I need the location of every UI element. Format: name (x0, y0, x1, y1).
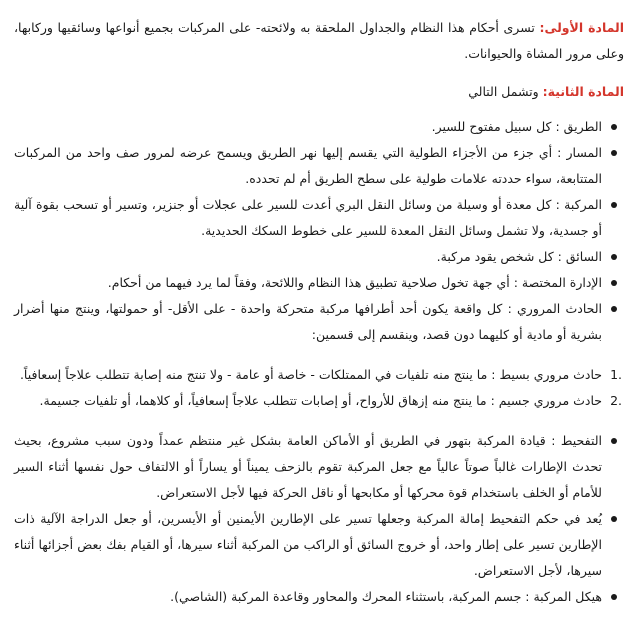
definition-drifting-equivalent: يُعد في حكم التفحيط إمالة المركبة وجعلها تسير على الإطارين الأيمنين أو الأيسرين، أو جعل الدراجة الآلية ذات الإطارين تسير على إطار واحد، أو خروج السائق أو الراكب من المركبة أثناء سيرها، أو القيام بفك بعض أجزائها أثناء سيرها، لأجل الاستعراض. (14, 506, 602, 584)
article-1-title: المادة الأولى: (539, 20, 624, 35)
definitions-list (14, 114, 624, 348)
article-1-body: تسرى أحكام هذا النظام والجداول الملحقة به ولائحته- على المركبات بجميع أنواعها وسائقيها وركابها، وعلى مرور المشاة والحيوانات. (14, 20, 624, 61)
list-number: 1. (610, 367, 622, 382)
definition-traffic-accident: الحادث المروري : كل واقعة يكون أحد أطرافها مركبة متحركة واحدة - على الأقل- أو حمولتها، وينتج منها أضرار بشرية أو مادية أو كليهما دون قصد، وينقسم إلى قسمين: (14, 296, 602, 348)
article-2 (14, 79, 624, 105)
definition-vehicle: المركبة : كل معدة أو وسيلة من وسائل النقل البري أعدت للسير على عجلات أو جنزير، وتسير أو تسحب بقوة آلية أو جسدية، ولا تشمل وسائل النقل المعدة للسير على خطوط السكك الحديدية. (14, 192, 602, 244)
accident-types-list (14, 362, 624, 414)
article-2-body: وتشمل التالي (468, 84, 539, 99)
accident-type-text: حادث مروري جسيم : ما ينتج منه إزهاق للأرواح، أو إصابات تتطلب علاجاً إسعافياً، أو كلاهما، أو تلفيات جسيمة. (39, 393, 602, 408)
definition-lane: المسار : أي جزء من الأجزاء الطولية التي يقسم إليها نهر الطريق ويسمح عرضه لمرور صف واحد من المركبات المتتابعة، سواء حددته علامات طولية على سطح الطريق أم لم تحدده. (14, 140, 602, 192)
definition-competent-authority: الإدارة المختصة : أي جهة تخول صلاحية تطبيق هذا النظام واللائحة، وفقاً لما يرد فيهما من أحكام. (14, 270, 602, 296)
definition-road: الطريق : كل سبيل مفتوح للسير. (14, 114, 602, 140)
accident-type-major (14, 388, 622, 414)
definition-drifting: التفحيط : قيادة المركبة بتهور في الطريق أو الأماكن العامة بشكل غير منتظم عمداً ودون سبب مشروع، بحيث تحدث الإطارات غالباً صوتاً عالياً مع جعل المركبة تقوم بالزحف يميناً أو يساراً أو الالتفاف حول نفسها أثناء السير للأمام أو الخلف باستخدام قوة محركها أو مكابحها أو ناقل الحركة فيها لأجل الاستعراض. (14, 428, 602, 506)
definition-vehicle-body: هيكل المركبة : جسم المركبة، باستثناء المحرك والمحاور وقاعدة المركبة (الشاصي). (14, 584, 602, 610)
accident-type-minor (14, 362, 622, 388)
accident-type-text: حادث مروري بسيط : ما ينتج منه تلفيات في الممتلكات - خاصة أو عامة - ولا تنتج منه إصابة تتطلب علاجاً إسعافياً. (19, 367, 602, 382)
article-1 (14, 15, 624, 67)
article-2-title: المادة الثانية: (542, 84, 624, 99)
list-number: 2. (610, 393, 622, 408)
definition-driver: السائق : كل شخص يقود مركبة. (14, 244, 602, 270)
more-definitions-list (14, 428, 624, 610)
